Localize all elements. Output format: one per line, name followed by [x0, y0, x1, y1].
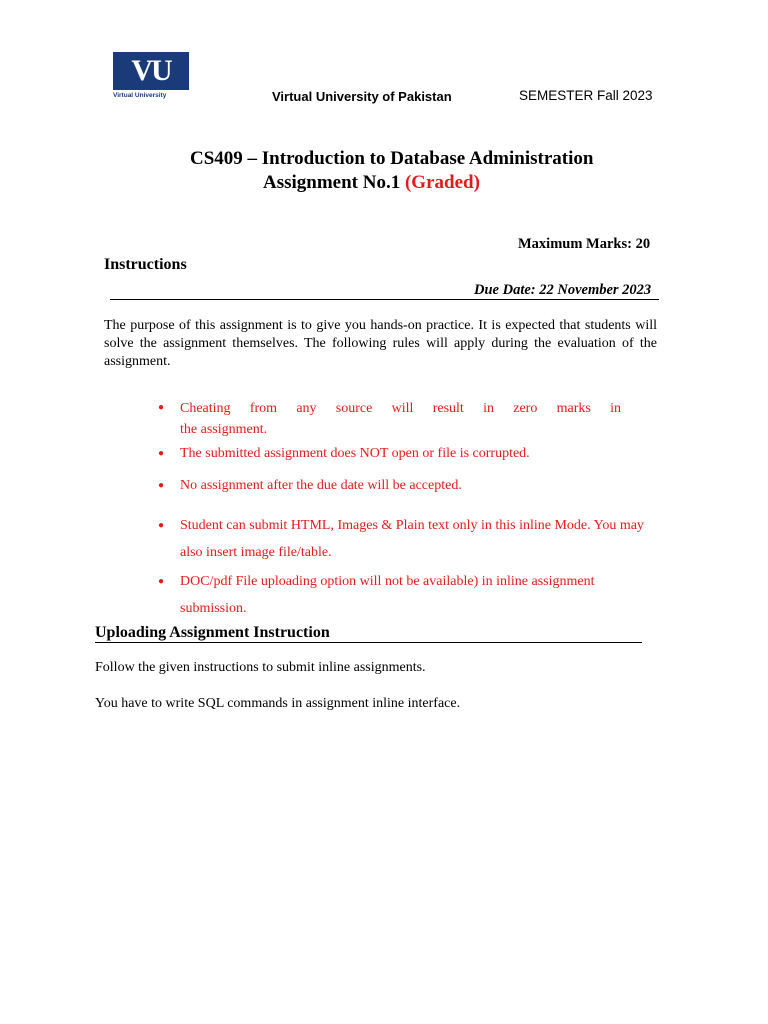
rule-text: DOC/pdf File uploading option will not be available) in inline assignment submission.: [180, 574, 595, 616]
bullet-icon: ●: [158, 402, 165, 413]
graded-label: (Graded): [404, 172, 480, 193]
vu-logo: [113, 52, 189, 104]
upload-paragraph: You have to write SQL commands in assignment inline interface.: [95, 696, 461, 711]
maximum-marks: Maximum Marks: 20: [518, 236, 651, 252]
bullet-icon: ●: [158, 520, 165, 531]
upload-paragraph: Follow the given instructions to submit inline assignments.: [95, 660, 426, 675]
bullet-icon: ●: [158, 448, 165, 459]
rule-text: Student can submit HTML, Images & Plain text only in this inline Mode. You may also insert image file/table.: [180, 518, 644, 560]
rule-text-line2: the assignment.: [180, 422, 268, 437]
bullet-icon: ●: [158, 480, 165, 491]
rule-item: [158, 398, 621, 440]
logo-subtitle: Virtual University: [113, 92, 167, 99]
semester-label: SEMESTER Fall 2023: [519, 88, 653, 103]
instructions-heading: Instructions: [104, 256, 187, 273]
divider: [110, 299, 659, 300]
university-name: Virtual University of Pakistan: [272, 89, 452, 104]
upload-heading: Uploading Assignment Instruction: [95, 624, 330, 641]
intro-paragraph: The purpose of this assignment is to give you hands-on practice. It is expected that students will solve the assignment themselves. The following rules will apply during the evaluation of the assignment.: [104, 318, 657, 369]
assignment-title: [263, 172, 480, 194]
assignment-number: Assignment No.1: [263, 172, 401, 193]
rule-text: No assignment after the due date will be accepted.: [180, 478, 462, 493]
logo-badge: [113, 52, 189, 90]
rule-item: [158, 568, 635, 622]
rule-text-line1: Cheating from any source will result in zero marks in: [180, 401, 621, 416]
rule-item: [158, 476, 621, 496]
divider: [95, 642, 642, 643]
rule-item: [158, 512, 660, 566]
bullet-icon: ●: [158, 576, 165, 587]
rule-item: [158, 444, 621, 464]
logo-mark: VU: [131, 54, 171, 87]
due-date: Due Date: 22 November 2023: [474, 282, 652, 298]
rule-text: The submitted assignment does NOT open or file is corrupted.: [180, 446, 530, 461]
course-title: CS409 – Introduction to Database Administration: [190, 148, 594, 169]
